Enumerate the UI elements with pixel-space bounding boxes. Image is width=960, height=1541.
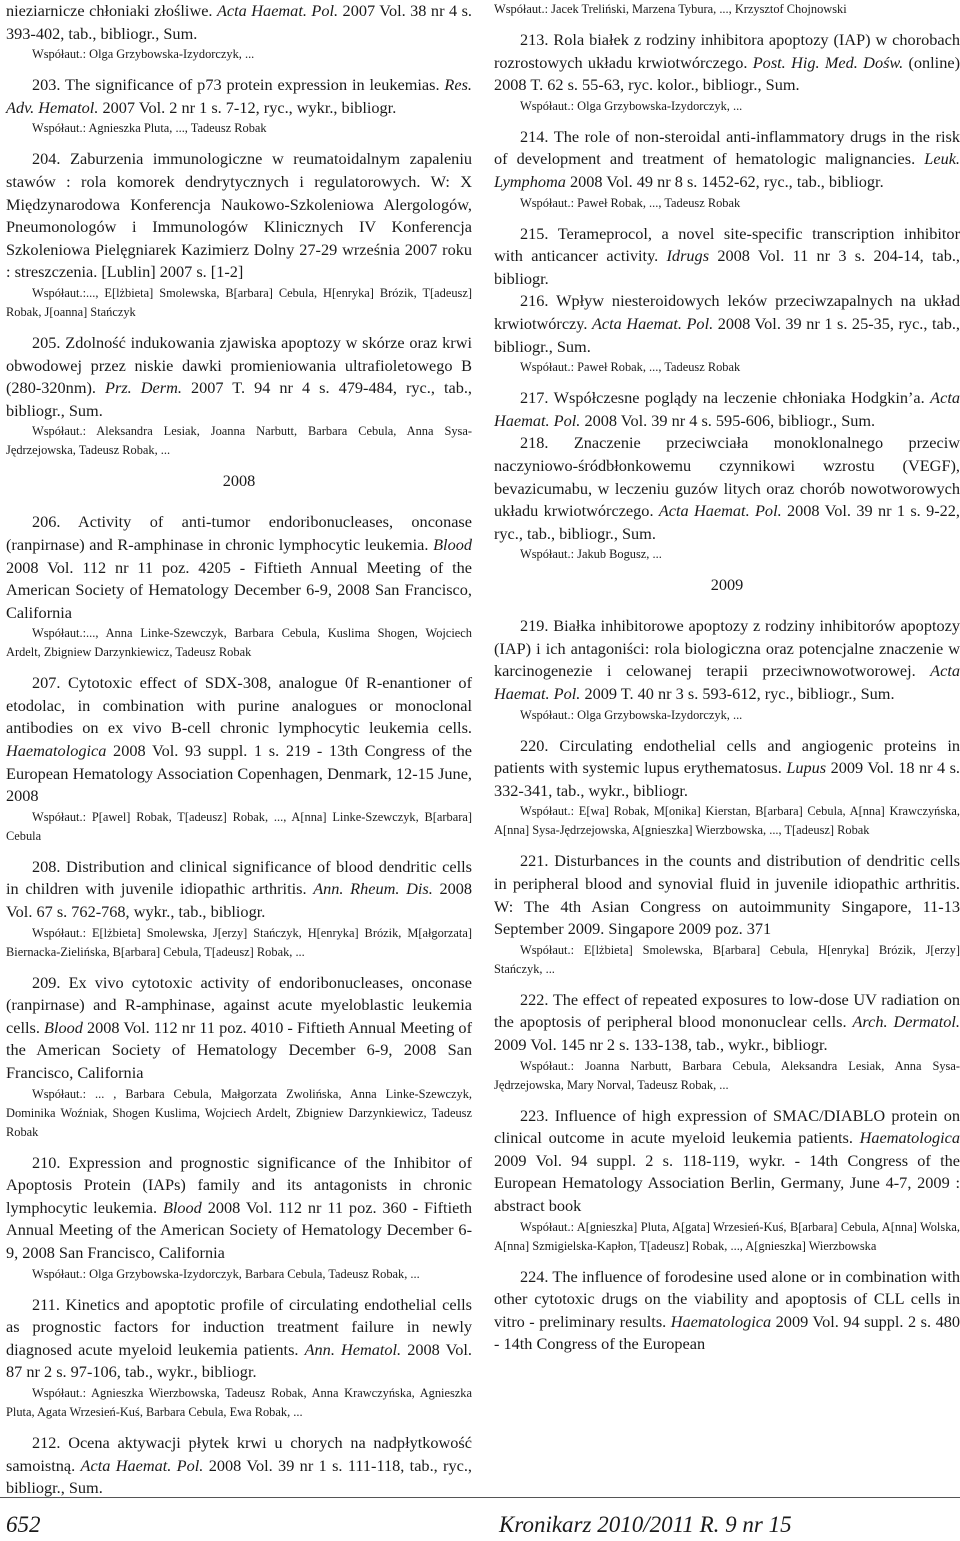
entry-text: 2008 Vol. 112 nr 11 poz. 4010 - Fiftieth Annual Meeting of the American Society of Hematology December 6-9, 2008 San Francisco, California xyxy=(6,1017,472,1082)
bibliography-entry xyxy=(6,672,472,808)
entry-text: 2008 Vol. 67 s. 762-768, wykr., tab., bibliogr. xyxy=(6,879,473,922)
journal-title-italic: Haematologica xyxy=(670,1311,772,1331)
entry-text: 2009 Vol. 94 suppl. 2 s. 480 - 14th Congress of the European xyxy=(494,1311,960,1354)
entry-text: 2007 Vol. 2 nr 1 s. 7-12, ryc., wykr., bibliogr. xyxy=(98,97,397,117)
coauthors-line xyxy=(6,808,472,846)
coauthors-line xyxy=(6,422,472,460)
entry-text: 216. Wpływ niesteroidowych leków przeciwzapalnych na układ krwiotwórczy. xyxy=(494,291,960,333)
entry-text: 2008 Vol. 11 nr 3 s. 204-14, tab., bibliogr. xyxy=(494,246,960,288)
entry-text: 224. The influence of forodesine used alone or in combination with other cytotoxic drugs on the viability and apoptosis of CLL cells in vitro - preliminary results. xyxy=(494,1266,960,1331)
entry-text: Współaut.: Olga Grzybowska-Izydorczyk, ... xyxy=(32,47,255,62)
bibliography-entry xyxy=(6,74,472,119)
bibliography-entry xyxy=(6,511,472,624)
bibliography-entry xyxy=(494,735,960,803)
coauthors-line xyxy=(494,941,960,979)
coauthors-line xyxy=(6,45,472,64)
bibliography-entry xyxy=(6,1432,472,1500)
entry-text: 213. Rola białek z rodziny inhibitora apoptozy (IAP) w chorobach rozrostowych układu krwiotwórczego. xyxy=(494,30,960,72)
coauthors-line xyxy=(494,1218,960,1256)
entry-text: nieziarnicze chłoniaki złośliwe. xyxy=(6,1,217,20)
entry-text: 218. Znaczenie przeciwciała monoklonalnego przeciw naczyniowo-śródbłonkowemu czynnikowi wzrostu (VEGF), bevazicumabu, w leczeniu guzów litych oraz chorób nowotworowych układu krwiotwórczego. xyxy=(494,433,960,521)
entry-text: Współaut.: E[lżbieta] Smolewska, B[arbara] Cebula, H[enryka] Brózik, J[erzy] Stańczyk, ... xyxy=(494,942,960,976)
entry-text: Współaut.: Olga Grzybowska-Izydorczyk, Barbara Cebula, Tadeusz Robak, ... xyxy=(32,1266,420,1281)
entry-text: 2008 Vol. 39 nr 1 s. 111-118, tab., ryc., bibliogr., Sum. xyxy=(6,1455,472,1498)
entry-text: Współaut.: ... , Barbara Cebula, Małgorzata Zwolińska, Anna Linke-Szewczyk, Dominika Woźniak, Shogen Kuslima, Wojciech Ardelt, Zbigniew Darzynkiewicz, Tadeusz Robak xyxy=(6,1086,472,1139)
coauthors-line xyxy=(6,1384,472,1422)
journal-title-italic: Prz. Derm. xyxy=(105,378,182,398)
entry-text: 2009 T. 40 nr 3 s. 593-612, ryc., bibliogr., Sum. xyxy=(580,684,895,704)
coauthors-line xyxy=(494,0,960,19)
entry-text: Współaut.:..., Anna Linke-Szewczyk, Barbara Cebula, Kuslima Shogen, Wojciech Ardelt, Zbigniew Darzynkiewicz, Tadeusz Robak xyxy=(6,626,472,660)
coauthors-line xyxy=(494,97,960,116)
entry-text: 2008 Vol. 112 nr 11 poz. 360 - Fiftieth Annual Meeting of the American Society of Hematology December 6-9, 2008 San Francisco, California xyxy=(6,1197,472,1262)
bibliography-entry xyxy=(6,1294,472,1384)
entry-text: Współaut.: Jakub Bogusz, ... xyxy=(520,547,662,562)
entry-text: 2007 Vol. 38 nr 4 s. 393-402, tab., bibliogr., Sum. xyxy=(6,1,472,43)
coauthors-line xyxy=(494,194,960,213)
journal-title: Kronikarz 2010/2011 R. 9 nr 15 xyxy=(499,1512,792,1537)
coauthors-line xyxy=(6,119,472,138)
right-column xyxy=(494,0,960,1356)
entry-text: 2008 Vol. 39 nr 1 s. 25-35, ryc., tab., bibliogr., Sum. xyxy=(494,313,960,356)
journal-title-italic: Acta Haemat. Pol. xyxy=(591,313,714,333)
journal-title-italic: Ann. Hematol. xyxy=(304,1339,402,1359)
entry-text: 2009 xyxy=(710,575,744,595)
bibliography-entry xyxy=(494,29,960,97)
journal-title-italic: Idrugs xyxy=(666,246,710,266)
entry-text: 205. Zdolność indukowania zjawiska apoptozy w skórze oraz krwi obwodowej przez niskie dawki promieniowania ultrafioletowego B (280-320nm). xyxy=(6,332,472,398)
entry-text: 206. Activity of anti-tumor endoribonucleases, onconase (ranpirnase) and R-amphinase in chronic lymphocytic leukemia. xyxy=(6,512,472,554)
entry-text: 212. Ocena aktywacji płytek krwi u chorych na nadpłytkowość samoistną. xyxy=(6,1432,472,1475)
journal-title-italic: Acta Haemat. Pol. xyxy=(80,1455,204,1475)
entry-text: 204. Zaburzenia immunologiczne w reumatoidalnym zapaleniu stawów : rola komorek dendrytycznych i regulatorowych. W: X Międzynarodowa Konferencja Naukowo-Szkoleniowa Alergologów, Pneumonologów i Immunologów Klinicznych IV Konferencja Szkoleniowa Pielęgniarek Kazimierz Dolny 27-29 września 2007 roku : streszczenia. [Lublin] 2007 s. [1-2] xyxy=(6,149,472,282)
entry-text: Współaut.: Agnieszka Pluta, ..., Tadeusz Robak xyxy=(32,121,267,136)
entry-text: 223. Influence of high expression of SMAC/DIABLO protein on clinical outcome in acute myeloid leukemia patients. xyxy=(494,1105,960,1148)
bibliography-entry xyxy=(494,432,960,545)
bibliography-entry xyxy=(494,850,960,940)
entry-text: 2008 Vol. 112 nr 11 poz. 4205 - Fiftieth Annual Meeting of the American Society of Hematology December 6-9, 2008 San Francisco, California xyxy=(6,557,472,622)
bibliography-entry xyxy=(6,148,472,284)
bibliography-entry xyxy=(494,615,960,705)
entry-text: 221. Disturbances in the counts and distribution of dendritic cells in peripheral blood and synovial fluid in juvenile idiopathic arthritis. W: The 4th Asian Congress on autoimmunity Singapore, 11-13 September 2009. Singapore 2009 poz. 371 xyxy=(494,851,960,939)
page-number: 652 xyxy=(6,1512,41,1537)
entry-text: Współaut.: Paweł Robak, ..., Tadeusz Robak xyxy=(520,360,741,375)
entry-text: Współaut.: Paweł Robak, ..., Tadeusz Robak xyxy=(520,195,741,210)
journal-title-italic: Res. Adv. Hematol. xyxy=(6,75,472,117)
journal-title-italic: Blood xyxy=(162,1197,202,1217)
entry-text: 2008 Vol. 49 nr 8 s. 1452-62, ryc., tab., bibliogr. xyxy=(565,171,884,191)
entry-text: Współaut.: Olga Grzybowska-Izydorczyk, ... xyxy=(520,98,743,113)
entry-text: Współaut.: E[wa] Robak, M[onika] Kierstan, B[arbara] Cebula, A[nna] Krawczyńska, A[nna] Sysa-Jędrzejowska, A[gnieszka] Wierzbowska, ..., T[adeusz] Robak xyxy=(494,804,960,838)
entry-text: 2008 xyxy=(222,471,256,491)
entry-text: Współaut.: Olga Grzybowska-Izydorczyk, ... xyxy=(520,707,743,722)
entry-text: 2009 Vol. 145 nr 2 s. 133-138, tab., wykr., bibliogr. xyxy=(494,1035,828,1054)
coauthors-line xyxy=(6,1265,472,1284)
journal-title-italic: Ann. Rheum. Dis. xyxy=(313,879,433,899)
journal-title-italic: Blood xyxy=(433,534,472,554)
coauthors-line xyxy=(6,1085,472,1142)
entry-text: 2009 Vol. 94 suppl. 2 s. 118-119, wykr. - 14th Congress of the European Hematology Association Berlin, Germany, June 4-7, 2009 : abstract book xyxy=(494,1150,960,1215)
entry-text: Współaut.: Joanna Narbutt, Barbara Cebula, Aleksandra Lesiak, Anna Sysa-Jędrzejowska, Mary Norval, Tadeusz Robak, ... xyxy=(494,1058,960,1092)
entry-text: 215. Terameprocol, a novel site-specific transcription inhibitor with anticancer activity. xyxy=(494,223,960,266)
entry-text: 2008 Vol. 39 nr 4 s. 595-606, bibliogr., Sum. xyxy=(580,410,876,430)
bibliography-entry xyxy=(6,856,472,924)
coauthors-line xyxy=(6,924,472,962)
bibliography-entry xyxy=(6,332,472,422)
entry-text: 220. Circulating endothelial cells and angiogenic proteins in patients with systemic lupus erythematosus. xyxy=(494,735,960,778)
journal-title-italic: Post. Hig. Med. Dośw. xyxy=(752,52,904,72)
journal-title-italic: Lupus xyxy=(786,758,827,778)
journal-title-italic: Blood xyxy=(44,1017,83,1037)
year-heading xyxy=(494,574,960,596)
entry-text: Współaut.: Aleksandra Lesiak, Joanna Narbutt, Barbara Cebula, Anna Sysa-Jędrzejowska, Tadeusz Robak, ... xyxy=(6,424,472,458)
bibliography-entry xyxy=(494,989,960,1057)
coauthors-line xyxy=(494,545,960,564)
entry-text: 211. Kinetics and apoptotic profile of circulating endothelial cells as prognostic factors for induction treatment failure in newly diagnosed acute myeloid leukemia patients. xyxy=(6,1294,472,1359)
journal-title-italic: Acta Haemat. Pol. xyxy=(216,1,339,20)
journal-title-italic: Arch. Dermatol. xyxy=(852,1012,960,1032)
entry-text: 217. Współczesne poglądy na leczenie chłoniaka Hodgkin’a. xyxy=(520,388,931,408)
entry-text: 2008 Vol. 39 nr 1 s. 9-22, ryc., tab., bibliogr., Sum. xyxy=(494,501,960,543)
bibliography-entry xyxy=(494,1105,960,1218)
entry-text: 214. The role of non-steroidal anti-inflammatory drugs in the risk of development and treatment of hematologic malignancies. xyxy=(494,126,960,169)
entry-text: (online) 2008 T. 62 s. 55-63, ryc. kolor., bibliogr., Sum. xyxy=(494,52,960,95)
entry-text: 2008 Vol. 87 nr 2 s. 97-106, tab., wykr., bibliogr. xyxy=(6,1339,472,1382)
entry-text: Współaut.: P[awel] Robak, T[adeusz] Robak, ..., A[nna] Linke-Szewczyk, B[arbara] Cebula xyxy=(6,809,472,843)
entry-text: 207. Cytotoxic effect of SDX-308, analogue 0f R-enantioner of etodolac, in combination with purine analogues or monoclonal antibodies on ex vivo B-cell chronic lymphocytic leukemia cells. xyxy=(6,673,472,738)
bibliography-entry xyxy=(6,1152,472,1265)
entry-text: 2007 T. 94 nr 4 s. 479-484, ryc., tab., bibliogr., Sum. xyxy=(6,378,472,420)
coauthors-line xyxy=(6,284,472,322)
bibliography-entry xyxy=(494,126,960,194)
coauthors-line xyxy=(494,1057,960,1095)
entry-text: 222. The effect of repeated exposures to low-dose UV radiation on the apoptosis of peripheral blood mononuclear cells. xyxy=(494,989,960,1032)
coauthors-line xyxy=(6,624,472,662)
coauthors-line xyxy=(494,706,960,725)
bibliography-entry xyxy=(494,223,960,291)
footer-rule xyxy=(0,1497,960,1498)
journal-title-italic: Leuk. Lymphoma xyxy=(494,149,960,191)
bibliography-entry xyxy=(494,290,960,358)
left-column xyxy=(6,0,472,1500)
journal-title-italic: Acta Haemat. Pol. xyxy=(494,661,960,704)
bibliography-entry xyxy=(494,387,960,432)
journal-title-italic: Haematologica xyxy=(859,1128,960,1148)
entry-text: Współaut.: A[gnieszka] Pluta, A[gata] Wrzesień-Kuś, B[arbara] Cebula, A[nna] Wolska, A[nna] Szmigielska-Kapłon, T[adeusz] Robak, ..., A[gnieszka] Wierzbowska xyxy=(494,1219,960,1253)
entry-text: Współaut.: E[lżbieta] Smolewska, J[erzy] Stańczyk, H[enryka] Brózik, M[ałgorzata] Biernacka-Zielińska, B[arbara] Cebula, T[adeusz] Robak, ... xyxy=(6,925,472,959)
journal-title-italic: Acta Haemat. Pol. xyxy=(494,388,960,430)
entry-text: Współaut.:..., E[lżbieta] Smolewska, B[arbara] Cebula, H[enryka] Brózik, T[adeusz] Robak, J[oanna] Stańczyk xyxy=(6,285,472,319)
journal-title-italic: Haematologica xyxy=(6,741,107,761)
entry-text: Współaut.: Jacek Treliński, Marzena Tybura, ..., Krzysztof Chojnowski xyxy=(494,2,847,16)
journal-title-italic: Acta Haemat. Pol. xyxy=(658,501,782,521)
entry-text: 210. Expression and prognostic significance of the Inhibitor of Apoptosis Protein (IAPs) family and its antagonists in chronic lymphocytic leukemia. xyxy=(6,1152,472,1217)
bibliography-entry xyxy=(6,972,472,1085)
entry-text: 2009 Vol. 18 nr 4 s. 332-341, tab., wykr., bibliogr. xyxy=(494,758,960,800)
entry-text: Współaut.: Agnieszka Wierzbowska, Tadeusz Robak, Anna Krawczyńska, Agnieszka Pluta, Agata Wrzesień-Kuś, Barbara Cebula, Ewa Robak, ... xyxy=(6,1385,472,1419)
coauthors-line xyxy=(494,358,960,377)
coauthors-line xyxy=(494,802,960,840)
entry-text: 209. Ex vivo cytotoxic activity of endoribonucleases, onconase (ranpirnase) and R-amphinase, against acute myeloblastic leukemia cells. xyxy=(6,972,472,1037)
bibliography-entry xyxy=(494,1266,960,1356)
bibliography-entry xyxy=(6,0,472,45)
entry-text: 203. The significance of p73 protein expression in leukemias. xyxy=(32,75,445,95)
year-heading xyxy=(6,470,472,492)
entry-text: 208. Distribution and clinical significance of blood dendritic cells in children with juvenile idiopathic arthritis. xyxy=(6,856,472,899)
entry-text: 219. Białka inhibitorowe apoptozy z rodziny inhibitorów apoptozy (IAP) i ich antagoniści: rola biologiczna oraz potencjalne znaczenie w karcinogenezie i celowanej terapii przeciwnowotworowej. xyxy=(494,616,960,681)
entry-text: 2008 Vol. 93 suppl. 1 s. 219 - 13th Congress of the European Hematology Association Copenhagen, Denmark, 12-15 June, 2008 xyxy=(6,741,472,806)
